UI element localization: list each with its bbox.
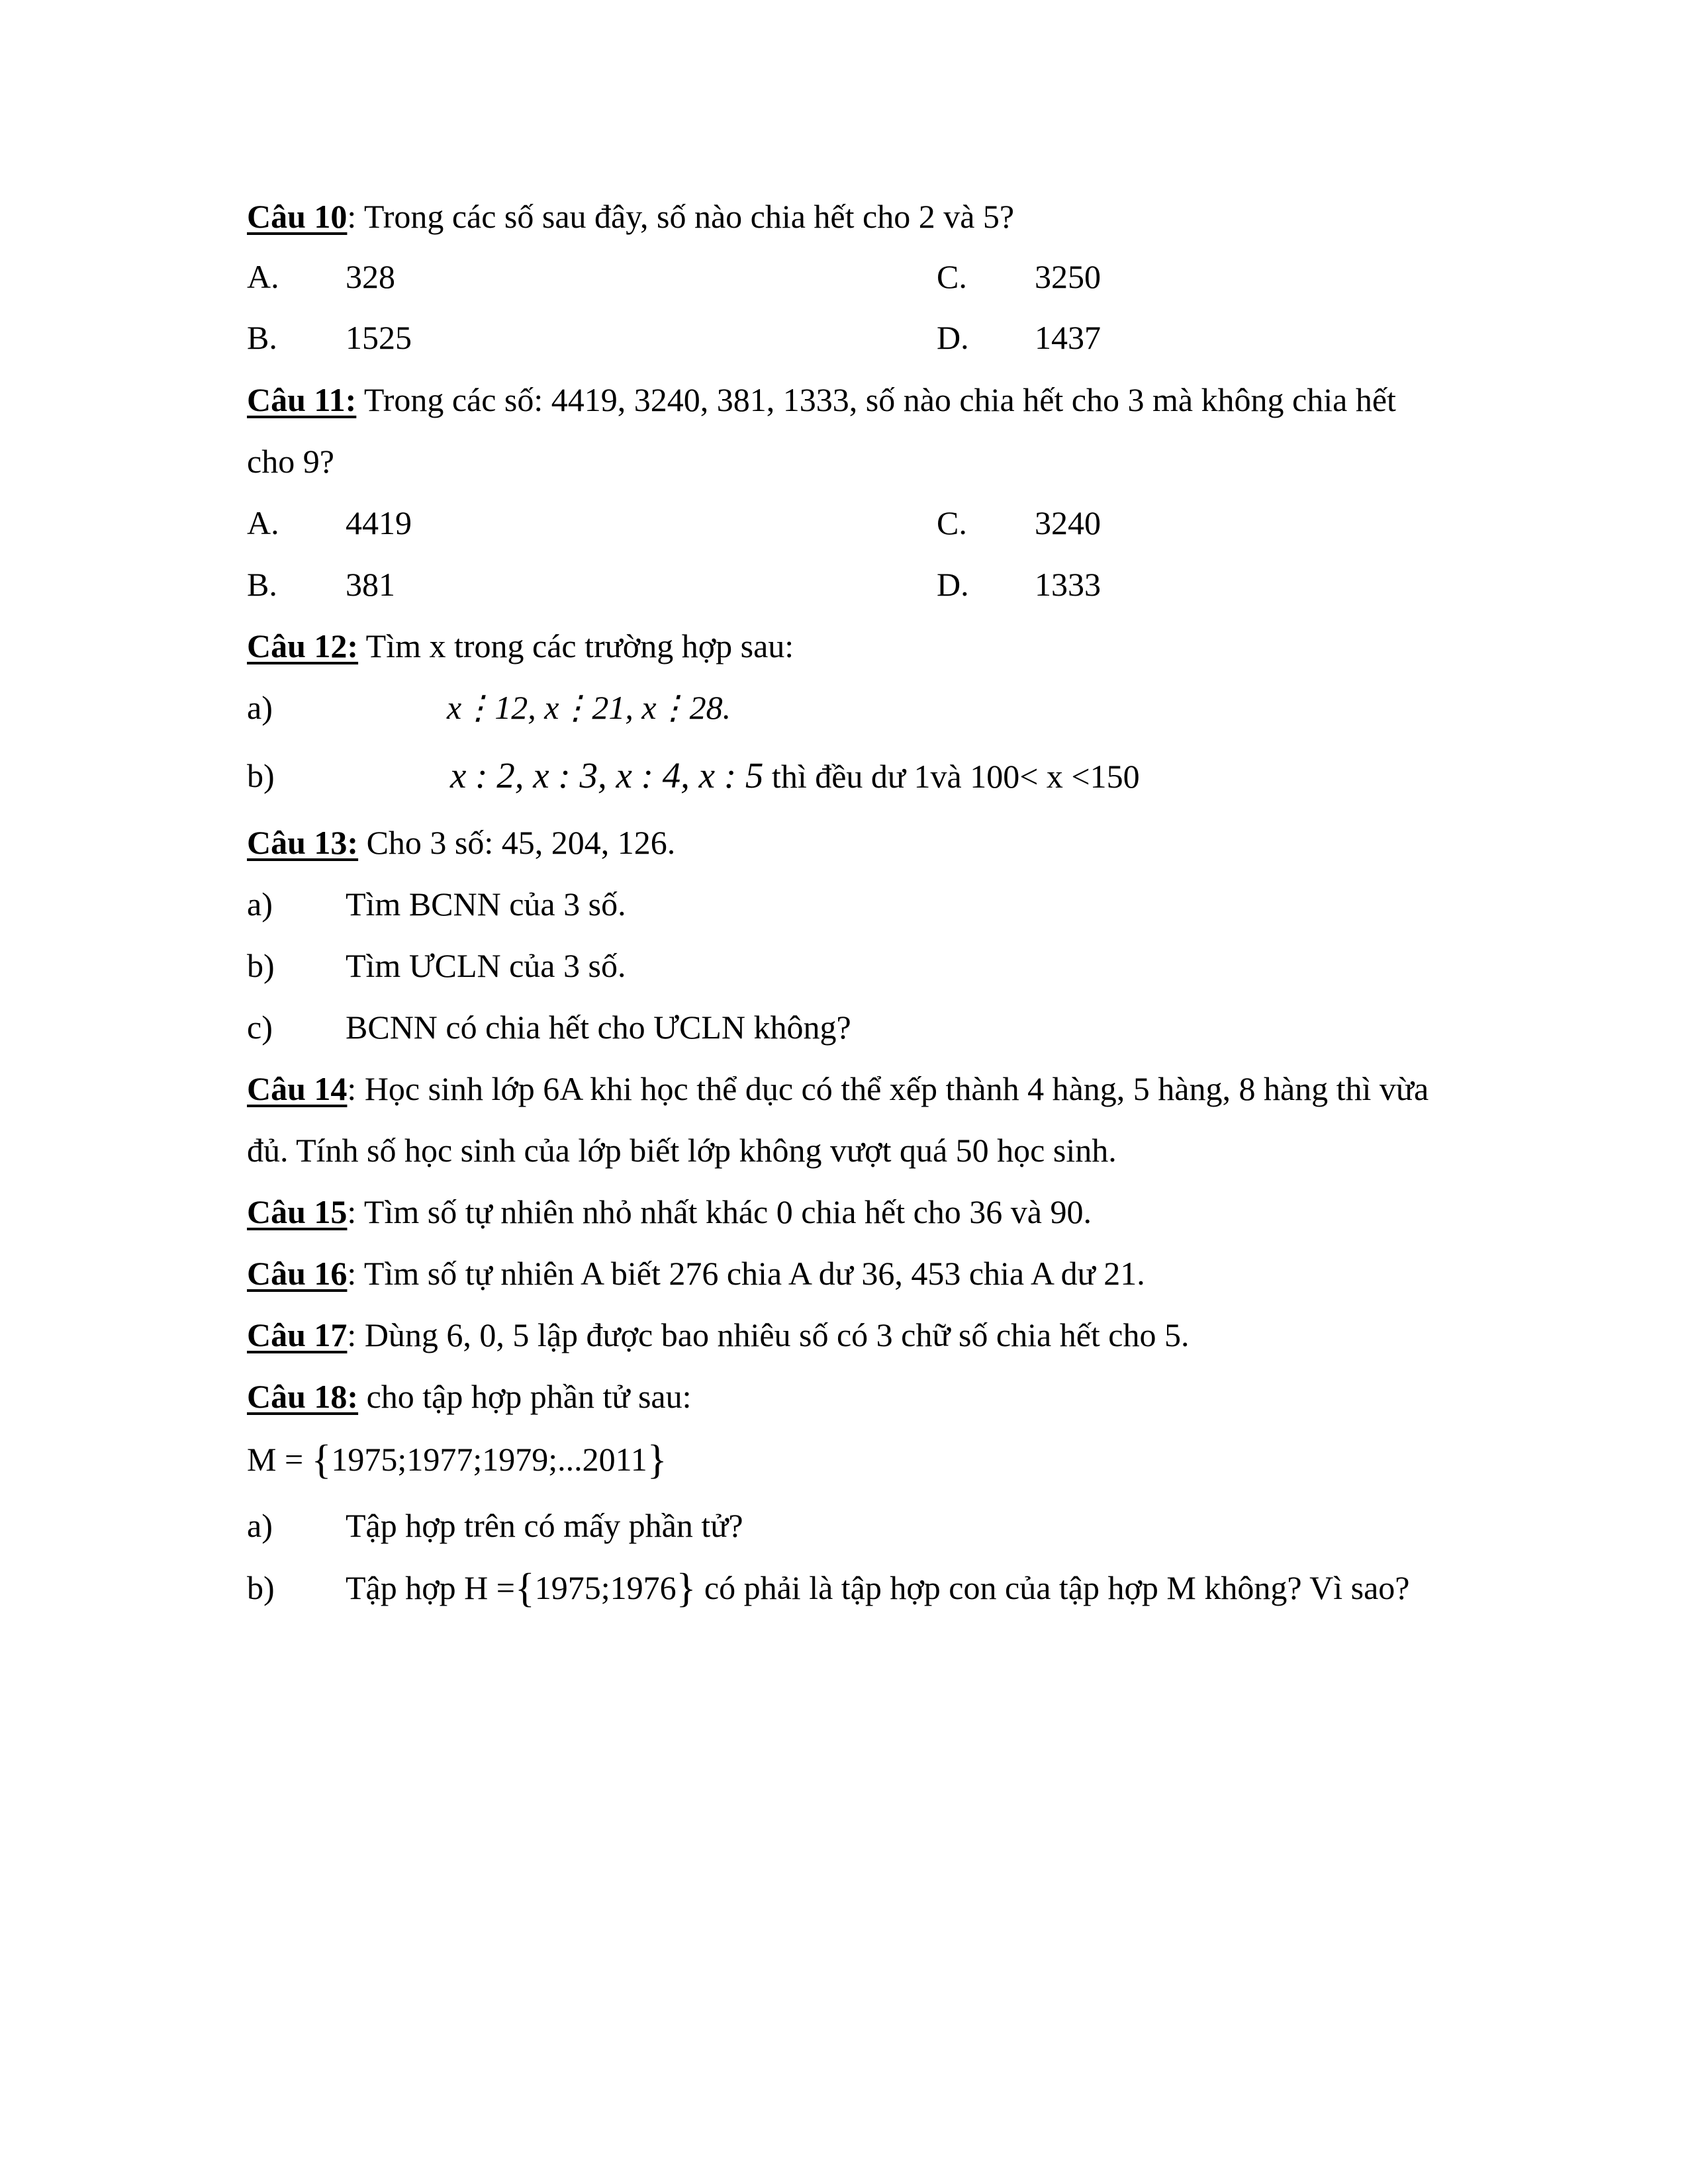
q10-option-b-value: 1525 bbox=[346, 319, 412, 356]
q11-text: Trong các số: 4419, 3240, 381, 1333, số nào chia hết cho 3 mà không chia hết bbox=[356, 381, 1396, 418]
q18-set-body: 1975;1977;1979;...2011 bbox=[331, 1441, 647, 1478]
q18-set-prefix: M = bbox=[247, 1441, 312, 1478]
q11-option-c-letter: C. bbox=[937, 504, 967, 541]
q16-text: Tìm số tự nhiên A biết 276 chia A dư 36, 453 chia A dư 21. bbox=[356, 1255, 1145, 1292]
q18-heading bbox=[247, 1377, 692, 1416]
q10-option-d-letter: D. bbox=[937, 319, 969, 356]
q10-option-b-letter: B. bbox=[247, 319, 277, 356]
q13-label: Câu 13: bbox=[247, 824, 359, 861]
q11-option-a-value: 4419 bbox=[346, 504, 412, 541]
q17-heading bbox=[247, 1315, 1189, 1355]
q10-option-a-value: 328 bbox=[346, 258, 395, 295]
q14-text-cont: đủ. Tính số học sinh của lớp biết lớp không vượt quá 50 học sinh. bbox=[247, 1132, 1117, 1169]
q18-item-a-letter: a) bbox=[247, 1507, 273, 1544]
q15-text: Tìm số tự nhiên nhỏ nhất khác 0 chia hết cho 36 và 90. bbox=[356, 1193, 1092, 1230]
q10-text: Trong các số sau đây, số nào chia hết cho 2 và 5? bbox=[356, 198, 1015, 235]
q14-label: Câu 14 bbox=[247, 1070, 348, 1107]
q15-sep: : bbox=[347, 1193, 357, 1230]
q11-option-b-value: 381 bbox=[346, 566, 395, 603]
q10-option-d-value: 1437 bbox=[1035, 319, 1101, 356]
q18-item-a-text: Tập hợp trên có mấy phần tử? bbox=[346, 1507, 743, 1544]
q18-set-m bbox=[247, 1439, 667, 1480]
q14-heading bbox=[247, 1069, 1429, 1109]
q16-label: Câu 16 bbox=[247, 1255, 348, 1292]
q18-item-b-suffix: có phải là tập hợp con của tập hợp M không? Vì sao? bbox=[696, 1569, 1410, 1606]
q13-heading bbox=[247, 823, 675, 862]
q13-item-a-letter: a) bbox=[247, 886, 273, 923]
q18-set-close-brace: } bbox=[647, 1437, 667, 1482]
q11-option-d-value: 1333 bbox=[1035, 566, 1101, 603]
q18-label: Câu 18: bbox=[247, 1378, 359, 1415]
q11-option-b-letter: B. bbox=[247, 566, 277, 603]
q12-a-letter: a) bbox=[247, 689, 273, 726]
q16-sep: : bbox=[347, 1255, 357, 1292]
q16-heading bbox=[247, 1253, 1145, 1293]
q12-b-letter: b) bbox=[247, 757, 275, 794]
q12-label: Câu 12: bbox=[247, 627, 359, 664]
q13-item-a-text: Tìm BCNN của 3 số. bbox=[346, 886, 626, 923]
q18-text: cho tập hợp phần tử sau: bbox=[358, 1378, 692, 1415]
q17-sep: : bbox=[347, 1316, 357, 1353]
q11-text-cont: cho 9? bbox=[247, 443, 334, 480]
q14-text: Học sinh lớp 6A khi học thể dục có thể xếp thành 4 hàng, 5 hàng, 8 hàng thì vừa bbox=[356, 1070, 1429, 1107]
q12-text: Tìm x trong các trường hợp sau: bbox=[358, 627, 794, 664]
q11-option-a-letter: A. bbox=[247, 504, 279, 541]
q10-option-a-letter: A. bbox=[247, 258, 279, 295]
q12-a-expression: x⋮12, x⋮21, x⋮28. bbox=[447, 689, 731, 726]
q13-item-c-text: BCNN có chia hết cho ƯCLN không? bbox=[346, 1009, 851, 1046]
q13-item-b-text: Tìm ƯCLN của 3 số. bbox=[346, 947, 626, 984]
q18-item-b-prefix: Tập hợp H = bbox=[346, 1569, 515, 1606]
q10-heading bbox=[247, 197, 1014, 236]
q18-item-b-content bbox=[346, 1566, 1410, 1611]
q12-heading bbox=[247, 626, 794, 666]
q13-item-c-letter: c) bbox=[247, 1009, 273, 1046]
q18-item-b-letter: b) bbox=[247, 1569, 275, 1606]
q13-item-b-letter: b) bbox=[247, 947, 275, 984]
q15-heading bbox=[247, 1192, 1092, 1232]
q10-option-c-letter: C. bbox=[937, 258, 967, 295]
q10-sep: : bbox=[347, 198, 357, 235]
q18-item-b-close-brace: } bbox=[676, 1566, 696, 1611]
q10-option-c-value: 3250 bbox=[1035, 258, 1101, 295]
q13-text: Cho 3 số: 45, 204, 126. bbox=[358, 824, 676, 861]
q12-b-expression: x : 2, x : 3, x : 4, x : 5 bbox=[450, 755, 764, 796]
q10-label: Câu 10 bbox=[247, 198, 348, 235]
q11-heading bbox=[247, 380, 1396, 420]
q11-option-d-letter: D. bbox=[937, 566, 969, 603]
q18-item-b-set: 1975;1976 bbox=[534, 1569, 677, 1606]
q18-item-b-open-brace: { bbox=[514, 1566, 535, 1611]
q14-sep: : bbox=[347, 1070, 357, 1107]
q17-text: Dùng 6, 0, 5 lập được bao nhiêu số có 3 chữ số chia hết cho 5. bbox=[356, 1316, 1190, 1353]
q15-label: Câu 15 bbox=[247, 1193, 348, 1230]
q17-label: Câu 17 bbox=[247, 1316, 348, 1353]
q12-b-text: thì đều dư 1và 100< x <150 bbox=[763, 758, 1140, 795]
q18-set-open-brace: { bbox=[311, 1437, 332, 1482]
q11-label: Câu 11: bbox=[247, 381, 357, 418]
q12-b-content bbox=[450, 756, 1140, 796]
q11-option-c-value: 3240 bbox=[1035, 504, 1101, 541]
